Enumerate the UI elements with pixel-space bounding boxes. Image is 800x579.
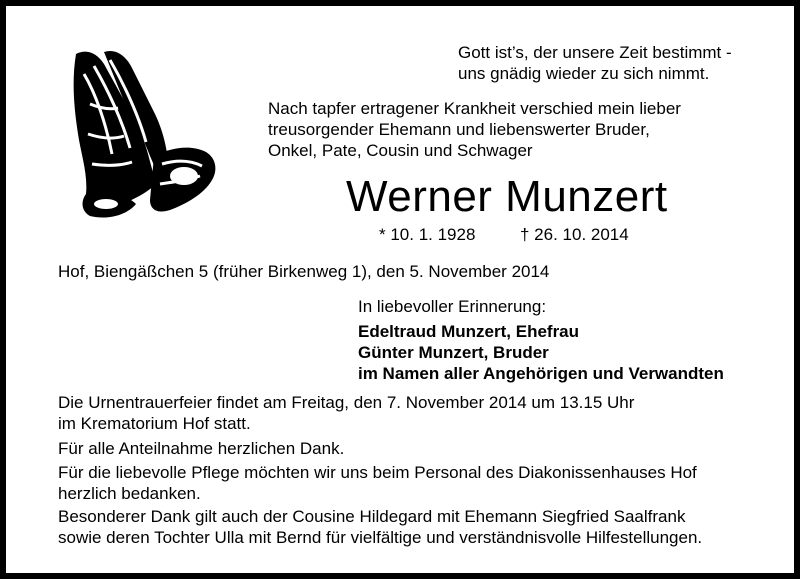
mourners-list [358, 321, 724, 384]
intro-text [268, 98, 681, 161]
note-line: sowie deren Tochter Ulla mit Bernd für vielfältige und verständnisvolle Hilfestellungen. [58, 528, 703, 547]
motto [458, 42, 732, 84]
note-line: Für alle Anteilnahme herzlichen Dank. [58, 439, 345, 458]
thanks-note [58, 438, 344, 459]
care-thanks-note [58, 462, 697, 504]
intro-line: treusorgender Ehemann und liebenswerter Bruder, [268, 120, 650, 139]
birth-date: * 10. 1. 1928 [379, 225, 476, 244]
remembrance-label: In liebevoller Erinnerung: [358, 297, 547, 316]
motto-line: uns gnädig wieder zu sich nimmt. [458, 64, 710, 83]
funeral-note [58, 392, 634, 434]
note-line: Die Urnentrauerfeier findet am Freitag, den 7. November 2014 um 13.15 Uhr [58, 393, 635, 412]
note-line: Besonderer Dank gilt auch der Cousine Hildegard mit Ehemann Siegfried Saalfrank [58, 507, 686, 526]
mourner-line: Günter Munzert, Bruder [358, 343, 549, 362]
death-date: † 26. 10. 2014 [520, 225, 629, 244]
place-and-date: Hof, Biengäßchen 5 (früher Birkenweg 1), den 5. November 2014 [58, 262, 550, 281]
deceased-name: Werner Munzert [346, 172, 668, 221]
intro-line: Onkel, Pate, Cousin und Schwager [268, 141, 533, 160]
note-line: Für die liebevolle Pflege möchten wir uns beim Personal des Diakonissenhauses Hof [58, 463, 697, 482]
motto-line: Gott ist’s, der unsere Zeit bestimmt - [458, 43, 732, 62]
mourner-line: im Namen aller Angehörigen und Verwandten [358, 364, 724, 383]
special-thanks-note [58, 506, 702, 548]
note-line: im Krematorium Hof statt. [58, 414, 251, 433]
praying-hands-icon [66, 44, 221, 224]
note-line: herzlich bedanken. [58, 484, 201, 503]
intro-line: Nach tapfer ertragener Krankheit verschied mein lieber [268, 99, 681, 118]
mourner-line: Edeltraud Munzert, Ehefrau [358, 322, 580, 341]
